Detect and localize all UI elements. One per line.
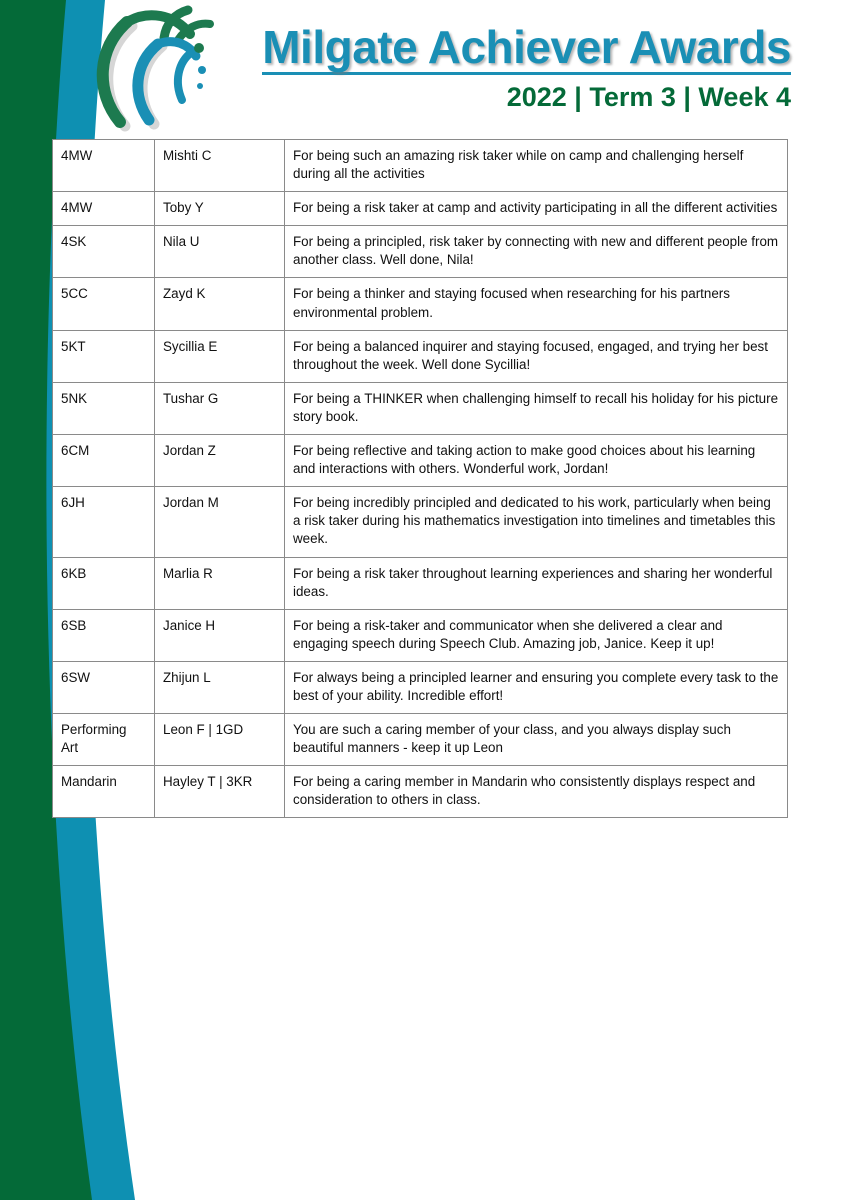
cell-class: 5KT [53, 330, 155, 382]
page-header [0, 0, 849, 140]
table-row [53, 714, 788, 766]
awards-table-body [53, 140, 788, 818]
cell-reason: For being a risk-taker and communicator when she delivered a clear and engaging speech during Speech Club. Amazing job, Janice. Keep it up! [285, 609, 788, 661]
cell-class: 6CM [53, 435, 155, 487]
cell-class: Performing Art [53, 714, 155, 766]
cell-student: Hayley T | 3KR [155, 766, 285, 818]
cell-student: Jordan M [155, 487, 285, 557]
cell-student: Mishti C [155, 140, 285, 192]
cell-student: Toby Y [155, 192, 285, 226]
cell-reason: For being a caring member in Mandarin who consistently displays respect and consideration to others in class. [285, 766, 788, 818]
cell-student: Zayd K [155, 278, 285, 330]
table-row [53, 140, 788, 192]
cell-reason: For being incredibly principled and dedicated to his work, particularly when being a risk taker during his mathematics investigation into timelines and timetables this week. [285, 487, 788, 557]
table-row [53, 487, 788, 557]
cell-class: 4MW [53, 140, 155, 192]
page-title: Milgate Achiever Awards [262, 21, 791, 73]
cell-class: 5NK [53, 382, 155, 434]
cell-student: Janice H [155, 609, 285, 661]
table-row [53, 382, 788, 434]
cell-reason: For being a risk taker throughout learning experiences and sharing her wonderful ideas. [285, 557, 788, 609]
cell-class: Mandarin [53, 766, 155, 818]
table-row [53, 766, 788, 818]
cell-reason: For being a THINKER when challenging himself to recall his holiday for his picture story book. [285, 382, 788, 434]
cell-class: 6JH [53, 487, 155, 557]
table-row [53, 557, 788, 609]
cell-class: 4MW [53, 192, 155, 226]
cell-student: Leon F | 1GD [155, 714, 285, 766]
cell-class: 5CC [53, 278, 155, 330]
table-row [53, 435, 788, 487]
table-row [53, 661, 788, 713]
cell-reason: For being such an amazing risk taker while on camp and challenging herself during all the activities [285, 140, 788, 192]
cell-student: Marlia R [155, 557, 285, 609]
table-row [53, 192, 788, 226]
awards-table [52, 139, 788, 818]
cell-student: Sycillia E [155, 330, 285, 382]
table-row [53, 278, 788, 330]
cell-reason: For being a risk taker at camp and activity participating in all the different activities [285, 192, 788, 226]
cell-reason: For being a balanced inquirer and staying focused, engaged, and trying her best throughout the week. Well done Sycillia! [285, 330, 788, 382]
title-block [262, 21, 791, 113]
cell-student: Tushar G [155, 382, 285, 434]
cell-student: Jordan Z [155, 435, 285, 487]
cell-student: Nila U [155, 226, 285, 278]
cell-class: 4SK [53, 226, 155, 278]
cell-reason: For being a thinker and staying focused when researching for his partners environmental problem. [285, 278, 788, 330]
cell-class: 6SW [53, 661, 155, 713]
cell-reason: You are such a caring member of your class, and you always display such beautiful manners - keep it up Leon [285, 714, 788, 766]
cell-class: 6KB [53, 557, 155, 609]
cell-reason: For always being a principled learner and ensuring you complete every task to the best of your ability. Incredible effort! [285, 661, 788, 713]
table-row [53, 226, 788, 278]
cell-reason: For being reflective and taking action to make good choices about his learning and interactions with others. Wonderful work, Jordan! [285, 435, 788, 487]
cell-reason: For being a principled, risk taker by connecting with new and different people from another class. Well done, Nila! [285, 226, 788, 278]
page-subtitle: 2022 | Term 3 | Week 4 [506, 81, 791, 112]
milgate-school-logo-icon [78, 4, 218, 132]
table-row [53, 609, 788, 661]
table-row [53, 330, 788, 382]
cell-student: Zhijun L [155, 661, 285, 713]
cell-class: 6SB [53, 609, 155, 661]
